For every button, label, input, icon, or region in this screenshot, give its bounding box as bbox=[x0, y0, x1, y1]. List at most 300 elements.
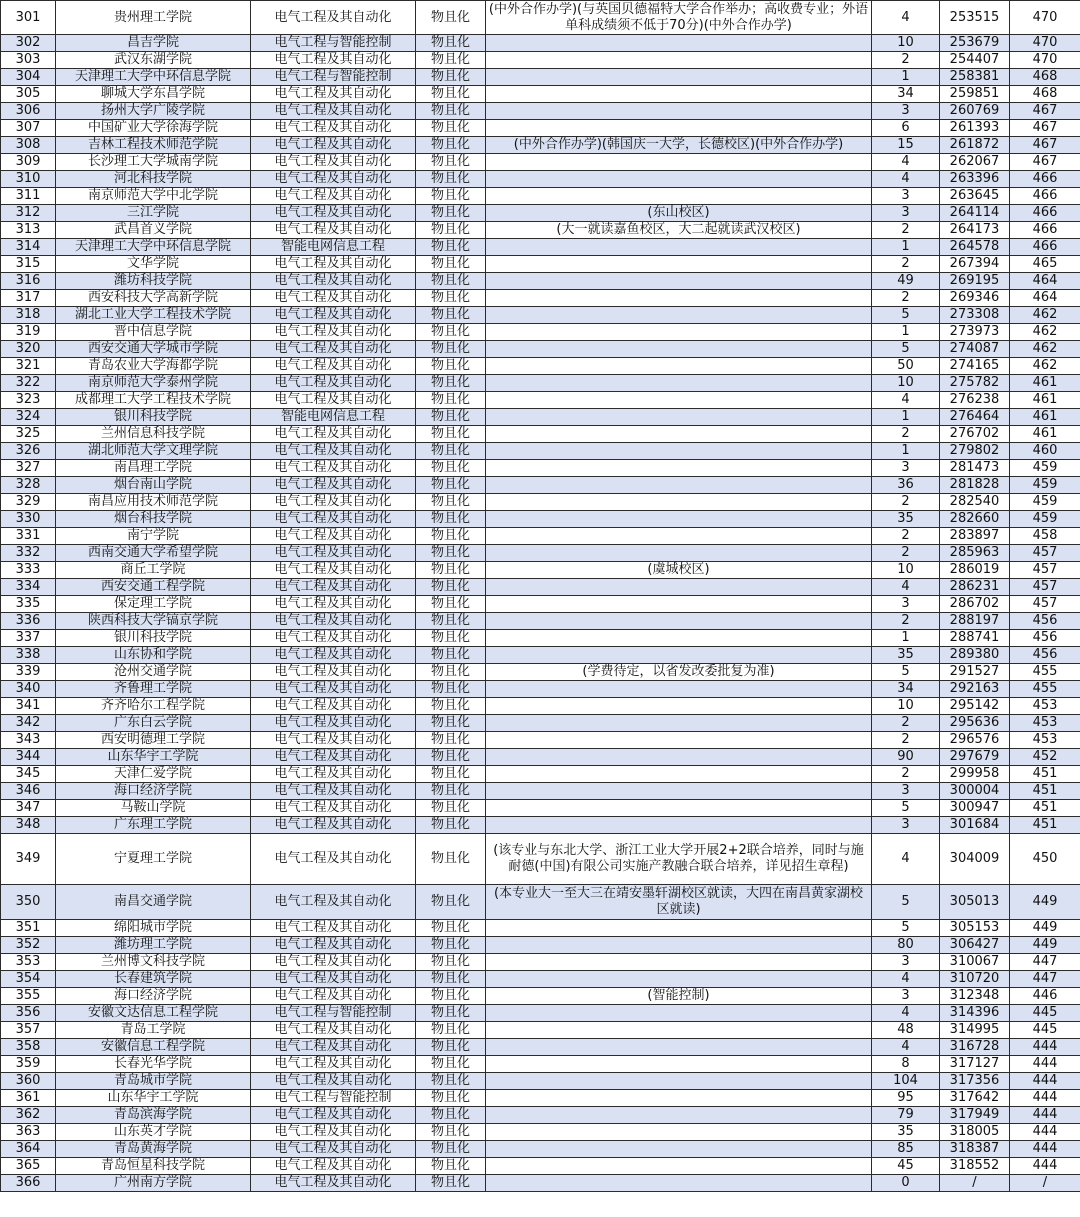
min-rank-cell: 317949 bbox=[940, 1107, 1010, 1124]
table-row bbox=[1, 1056, 1080, 1073]
subject-requirement-cell: 物且化 bbox=[416, 562, 486, 579]
table-row bbox=[1, 834, 1080, 885]
school-cell: 吉林工程技术师范学院 bbox=[56, 137, 251, 154]
school-cell: 兰州博文科技学院 bbox=[56, 954, 251, 971]
row-number-cell: 304 bbox=[1, 69, 56, 86]
plan-count-cell: 2 bbox=[872, 732, 940, 749]
remark-cell bbox=[486, 613, 872, 630]
subject-requirement-cell: 物且化 bbox=[416, 69, 486, 86]
row-number-cell: 316 bbox=[1, 273, 56, 290]
min-rank-cell: 286019 bbox=[940, 562, 1010, 579]
subject-requirement-cell: 物且化 bbox=[416, 1073, 486, 1090]
remark-cell bbox=[486, 239, 872, 256]
min-score-cell: / bbox=[1010, 1175, 1080, 1192]
remark-cell bbox=[486, 409, 872, 426]
plan-count-cell: 15 bbox=[872, 137, 940, 154]
subject-requirement-cell: 物且化 bbox=[416, 460, 486, 477]
min-score-cell: 470 bbox=[1010, 52, 1080, 69]
major-cell: 智能电网信息工程 bbox=[251, 409, 416, 426]
min-rank-cell: 258381 bbox=[940, 69, 1010, 86]
subject-requirement-cell: 物且化 bbox=[416, 971, 486, 988]
min-rank-cell: 273973 bbox=[940, 324, 1010, 341]
table-row bbox=[1, 324, 1080, 341]
plan-count-cell: 1 bbox=[872, 443, 940, 460]
min-score-cell: 465 bbox=[1010, 256, 1080, 273]
min-score-cell: 466 bbox=[1010, 171, 1080, 188]
table-row bbox=[1, 1175, 1080, 1192]
plan-count-cell: 5 bbox=[872, 920, 940, 937]
min-rank-cell: 299958 bbox=[940, 766, 1010, 783]
major-cell: 电气工程及其自动化 bbox=[251, 664, 416, 681]
remark-cell bbox=[486, 103, 872, 120]
major-cell: 电气工程及其自动化 bbox=[251, 1039, 416, 1056]
row-number-cell: 351 bbox=[1, 920, 56, 937]
school-cell: 商丘工学院 bbox=[56, 562, 251, 579]
major-cell: 电气工程及其自动化 bbox=[251, 154, 416, 171]
school-cell: 南京师范大学中北学院 bbox=[56, 188, 251, 205]
subject-requirement-cell: 物且化 bbox=[416, 596, 486, 613]
table-row bbox=[1, 766, 1080, 783]
plan-count-cell: 5 bbox=[872, 341, 940, 358]
table-row bbox=[1, 681, 1080, 698]
table-row bbox=[1, 579, 1080, 596]
major-cell: 电气工程及其自动化 bbox=[251, 1158, 416, 1175]
min-rank-cell: 286231 bbox=[940, 579, 1010, 596]
major-cell: 电气工程及其自动化 bbox=[251, 1124, 416, 1141]
subject-requirement-cell: 物且化 bbox=[416, 494, 486, 511]
major-cell: 电气工程及其自动化 bbox=[251, 137, 416, 154]
plan-count-cell: 48 bbox=[872, 1022, 940, 1039]
min-score-cell: 459 bbox=[1010, 494, 1080, 511]
subject-requirement-cell: 物且化 bbox=[416, 988, 486, 1005]
min-score-cell: 460 bbox=[1010, 443, 1080, 460]
plan-count-cell: 4 bbox=[872, 1039, 940, 1056]
min-rank-cell: 273308 bbox=[940, 307, 1010, 324]
remark-cell bbox=[486, 1124, 872, 1141]
min-rank-cell: 276238 bbox=[940, 392, 1010, 409]
subject-requirement-cell: 物且化 bbox=[416, 613, 486, 630]
school-cell: 海口经济学院 bbox=[56, 988, 251, 1005]
plan-count-cell: 10 bbox=[872, 35, 940, 52]
major-cell: 电气工程及其自动化 bbox=[251, 545, 416, 562]
major-cell: 电气工程及其自动化 bbox=[251, 920, 416, 937]
major-cell: 电气工程及其自动化 bbox=[251, 188, 416, 205]
remark-cell bbox=[486, 188, 872, 205]
row-number-cell: 354 bbox=[1, 971, 56, 988]
subject-requirement-cell: 物且化 bbox=[416, 256, 486, 273]
major-cell: 电气工程及其自动化 bbox=[251, 885, 416, 920]
table-row bbox=[1, 460, 1080, 477]
subject-requirement-cell: 物且化 bbox=[416, 188, 486, 205]
plan-count-cell: 4 bbox=[872, 579, 940, 596]
min-score-cell: 444 bbox=[1010, 1056, 1080, 1073]
min-score-cell: 466 bbox=[1010, 239, 1080, 256]
major-cell: 电气工程与智能控制 bbox=[251, 69, 416, 86]
min-rank-cell: 269346 bbox=[940, 290, 1010, 307]
major-cell: 电气工程及其自动化 bbox=[251, 1056, 416, 1073]
subject-requirement-cell: 物且化 bbox=[416, 545, 486, 562]
plan-count-cell: 80 bbox=[872, 937, 940, 954]
school-cell: 马鞍山学院 bbox=[56, 800, 251, 817]
min-score-cell: 466 bbox=[1010, 205, 1080, 222]
row-number-cell: 310 bbox=[1, 171, 56, 188]
plan-count-cell: 35 bbox=[872, 1124, 940, 1141]
table-row bbox=[1, 562, 1080, 579]
table-row bbox=[1, 341, 1080, 358]
school-cell: 武汉东湖学院 bbox=[56, 52, 251, 69]
major-cell: 电气工程及其自动化 bbox=[251, 443, 416, 460]
remark-cell bbox=[486, 120, 872, 137]
major-cell: 电气工程及其自动化 bbox=[251, 290, 416, 307]
min-rank-cell: 276464 bbox=[940, 409, 1010, 426]
plan-count-cell: 4 bbox=[872, 171, 940, 188]
school-cell: 文华学院 bbox=[56, 256, 251, 273]
major-cell: 电气工程及其自动化 bbox=[251, 205, 416, 222]
school-cell: 南京师范大学泰州学院 bbox=[56, 375, 251, 392]
row-number-cell: 312 bbox=[1, 205, 56, 222]
table-row bbox=[1, 52, 1080, 69]
row-number-cell: 307 bbox=[1, 120, 56, 137]
row-number-cell: 360 bbox=[1, 1073, 56, 1090]
major-cell: 电气工程及其自动化 bbox=[251, 630, 416, 647]
remark-cell bbox=[486, 460, 872, 477]
school-cell: 昌吉学院 bbox=[56, 35, 251, 52]
subject-requirement-cell: 物且化 bbox=[416, 120, 486, 137]
table-row bbox=[1, 154, 1080, 171]
min-score-cell: 468 bbox=[1010, 69, 1080, 86]
min-rank-cell: 300947 bbox=[940, 800, 1010, 817]
min-rank-cell: 318552 bbox=[940, 1158, 1010, 1175]
major-cell: 电气工程及其自动化 bbox=[251, 749, 416, 766]
plan-count-cell: 2 bbox=[872, 715, 940, 732]
school-cell: 西安科技大学高新学院 bbox=[56, 290, 251, 307]
subject-requirement-cell: 物且化 bbox=[416, 154, 486, 171]
school-cell: 青岛滨海学院 bbox=[56, 1107, 251, 1124]
school-cell: 山东英才学院 bbox=[56, 1124, 251, 1141]
school-cell: 安徽文达信息工程学院 bbox=[56, 1005, 251, 1022]
table-row bbox=[1, 103, 1080, 120]
plan-count-cell: 3 bbox=[872, 783, 940, 800]
school-cell: 湖北工业大学工程技术学院 bbox=[56, 307, 251, 324]
table-row bbox=[1, 885, 1080, 920]
major-cell: 电气工程及其自动化 bbox=[251, 528, 416, 545]
row-number-cell: 325 bbox=[1, 426, 56, 443]
major-cell: 电气工程及其自动化 bbox=[251, 1107, 416, 1124]
min-rank-cell: 283897 bbox=[940, 528, 1010, 545]
plan-count-cell: 95 bbox=[872, 1090, 940, 1107]
min-rank-cell: 281828 bbox=[940, 477, 1010, 494]
min-rank-cell: 276702 bbox=[940, 426, 1010, 443]
min-score-cell: 459 bbox=[1010, 511, 1080, 528]
remark-cell bbox=[486, 1107, 872, 1124]
subject-requirement-cell: 物且化 bbox=[416, 1175, 486, 1192]
row-number-cell: 343 bbox=[1, 732, 56, 749]
min-rank-cell: 282660 bbox=[940, 511, 1010, 528]
remark-cell bbox=[486, 545, 872, 562]
min-score-cell: 451 bbox=[1010, 783, 1080, 800]
remark-cell bbox=[486, 749, 872, 766]
plan-count-cell: 3 bbox=[872, 954, 940, 971]
min-score-cell: 467 bbox=[1010, 120, 1080, 137]
school-cell: 海口经济学院 bbox=[56, 783, 251, 800]
plan-count-cell: 4 bbox=[872, 1, 940, 35]
min-rank-cell: 274165 bbox=[940, 358, 1010, 375]
plan-count-cell: 3 bbox=[872, 988, 940, 1005]
table-row bbox=[1, 409, 1080, 426]
subject-requirement-cell: 物且化 bbox=[416, 409, 486, 426]
plan-count-cell: 2 bbox=[872, 256, 940, 273]
remark-cell bbox=[486, 256, 872, 273]
min-rank-cell: / bbox=[940, 1175, 1010, 1192]
min-rank-cell: 253515 bbox=[940, 1, 1010, 35]
min-rank-cell: 316728 bbox=[940, 1039, 1010, 1056]
min-score-cell: 467 bbox=[1010, 154, 1080, 171]
plan-count-cell: 5 bbox=[872, 307, 940, 324]
row-number-cell: 338 bbox=[1, 647, 56, 664]
remark-cell: (虞城校区) bbox=[486, 562, 872, 579]
subject-requirement-cell: 物且化 bbox=[416, 664, 486, 681]
min-rank-cell: 286702 bbox=[940, 596, 1010, 613]
table-row bbox=[1, 664, 1080, 681]
major-cell: 电气工程及其自动化 bbox=[251, 477, 416, 494]
subject-requirement-cell: 物且化 bbox=[416, 392, 486, 409]
min-rank-cell: 306427 bbox=[940, 937, 1010, 954]
row-number-cell: 364 bbox=[1, 1141, 56, 1158]
min-rank-cell: 261872 bbox=[940, 137, 1010, 154]
subject-requirement-cell: 物且化 bbox=[416, 375, 486, 392]
row-number-cell: 340 bbox=[1, 681, 56, 698]
school-cell: 贵州理工学院 bbox=[56, 1, 251, 35]
school-cell: 烟台科技学院 bbox=[56, 511, 251, 528]
remark-cell bbox=[486, 596, 872, 613]
subject-requirement-cell: 物且化 bbox=[416, 954, 486, 971]
table-row bbox=[1, 273, 1080, 290]
remark-cell bbox=[486, 307, 872, 324]
plan-count-cell: 8 bbox=[872, 1056, 940, 1073]
min-rank-cell: 281473 bbox=[940, 460, 1010, 477]
school-cell: 西安明德理工学院 bbox=[56, 732, 251, 749]
subject-requirement-cell: 物且化 bbox=[416, 732, 486, 749]
table-row bbox=[1, 800, 1080, 817]
plan-count-cell: 1 bbox=[872, 324, 940, 341]
school-cell: 烟台南山学院 bbox=[56, 477, 251, 494]
table-row bbox=[1, 1158, 1080, 1175]
remark-cell bbox=[486, 290, 872, 307]
plan-count-cell: 79 bbox=[872, 1107, 940, 1124]
row-number-cell: 326 bbox=[1, 443, 56, 460]
row-number-cell: 358 bbox=[1, 1039, 56, 1056]
table-row bbox=[1, 1141, 1080, 1158]
min-rank-cell: 317642 bbox=[940, 1090, 1010, 1107]
subject-requirement-cell: 物且化 bbox=[416, 920, 486, 937]
plan-count-cell: 2 bbox=[872, 222, 940, 239]
row-number-cell: 327 bbox=[1, 460, 56, 477]
table-row bbox=[1, 988, 1080, 1005]
row-number-cell: 344 bbox=[1, 749, 56, 766]
school-cell: 长春光华学院 bbox=[56, 1056, 251, 1073]
min-rank-cell: 263645 bbox=[940, 188, 1010, 205]
subject-requirement-cell: 物且化 bbox=[416, 937, 486, 954]
table-row bbox=[1, 698, 1080, 715]
major-cell: 电气工程及其自动化 bbox=[251, 494, 416, 511]
row-number-cell: 305 bbox=[1, 86, 56, 103]
subject-requirement-cell: 物且化 bbox=[416, 817, 486, 834]
remark-cell bbox=[486, 477, 872, 494]
school-cell: 南昌交通学院 bbox=[56, 885, 251, 920]
major-cell: 电气工程及其自动化 bbox=[251, 732, 416, 749]
major-cell: 电气工程及其自动化 bbox=[251, 971, 416, 988]
row-number-cell: 347 bbox=[1, 800, 56, 817]
subject-requirement-cell: 物且化 bbox=[416, 222, 486, 239]
min-score-cell: 458 bbox=[1010, 528, 1080, 545]
subject-requirement-cell: 物且化 bbox=[416, 1124, 486, 1141]
row-number-cell: 323 bbox=[1, 392, 56, 409]
major-cell: 电气工程及其自动化 bbox=[251, 358, 416, 375]
subject-requirement-cell: 物且化 bbox=[416, 1090, 486, 1107]
plan-count-cell: 90 bbox=[872, 749, 940, 766]
major-cell: 电气工程及其自动化 bbox=[251, 120, 416, 137]
remark-cell bbox=[486, 954, 872, 971]
subject-requirement-cell: 物且化 bbox=[416, 783, 486, 800]
school-cell: 西安交通大学城市学院 bbox=[56, 341, 251, 358]
row-number-cell: 317 bbox=[1, 290, 56, 307]
plan-count-cell: 5 bbox=[872, 800, 940, 817]
min-score-cell: 457 bbox=[1010, 579, 1080, 596]
plan-count-cell: 36 bbox=[872, 477, 940, 494]
remark-cell bbox=[486, 1090, 872, 1107]
min-rank-cell: 297679 bbox=[940, 749, 1010, 766]
min-score-cell: 446 bbox=[1010, 988, 1080, 1005]
school-cell: 银川科技学院 bbox=[56, 409, 251, 426]
major-cell: 电气工程及其自动化 bbox=[251, 954, 416, 971]
min-score-cell: 451 bbox=[1010, 817, 1080, 834]
remark-cell: (学费待定，以省发改委批复为准) bbox=[486, 664, 872, 681]
table-row bbox=[1, 1, 1080, 35]
remark-cell bbox=[486, 375, 872, 392]
school-cell: 天津理工大学中环信息学院 bbox=[56, 69, 251, 86]
major-cell: 电气工程及其自动化 bbox=[251, 579, 416, 596]
min-rank-cell: 310720 bbox=[940, 971, 1010, 988]
row-number-cell: 314 bbox=[1, 239, 56, 256]
row-number-cell: 337 bbox=[1, 630, 56, 647]
major-cell: 电气工程及其自动化 bbox=[251, 392, 416, 409]
table-row bbox=[1, 188, 1080, 205]
row-number-cell: 355 bbox=[1, 988, 56, 1005]
row-number-cell: 353 bbox=[1, 954, 56, 971]
major-cell: 电气工程及其自动化 bbox=[251, 256, 416, 273]
major-cell: 智能电网信息工程 bbox=[251, 239, 416, 256]
school-cell: 长春建筑学院 bbox=[56, 971, 251, 988]
remark-cell bbox=[486, 937, 872, 954]
min-score-cell: 450 bbox=[1010, 834, 1080, 885]
remark-cell bbox=[486, 1056, 872, 1073]
min-score-cell: 451 bbox=[1010, 800, 1080, 817]
row-number-cell: 309 bbox=[1, 154, 56, 171]
major-cell: 电气工程及其自动化 bbox=[251, 698, 416, 715]
major-cell: 电气工程及其自动化 bbox=[251, 1022, 416, 1039]
min-rank-cell: 312348 bbox=[940, 988, 1010, 1005]
row-number-cell: 356 bbox=[1, 1005, 56, 1022]
plan-count-cell: 3 bbox=[872, 205, 940, 222]
table-row bbox=[1, 545, 1080, 562]
min-rank-cell: 260769 bbox=[940, 103, 1010, 120]
min-rank-cell: 279802 bbox=[940, 443, 1010, 460]
min-rank-cell: 296576 bbox=[940, 732, 1010, 749]
subject-requirement-cell: 物且化 bbox=[416, 681, 486, 698]
plan-count-cell: 35 bbox=[872, 511, 940, 528]
table-row bbox=[1, 443, 1080, 460]
major-cell: 电气工程及其自动化 bbox=[251, 375, 416, 392]
school-cell: 宁夏理工学院 bbox=[56, 834, 251, 885]
row-number-cell: 350 bbox=[1, 885, 56, 920]
min-score-cell: 455 bbox=[1010, 664, 1080, 681]
min-score-cell: 467 bbox=[1010, 137, 1080, 154]
subject-requirement-cell: 物且化 bbox=[416, 171, 486, 188]
min-rank-cell: 264578 bbox=[940, 239, 1010, 256]
plan-count-cell: 2 bbox=[872, 52, 940, 69]
remark-cell bbox=[486, 1141, 872, 1158]
min-score-cell: 447 bbox=[1010, 954, 1080, 971]
remark-cell bbox=[486, 443, 872, 460]
min-rank-cell: 317356 bbox=[940, 1073, 1010, 1090]
major-cell: 电气工程及其自动化 bbox=[251, 324, 416, 341]
school-cell: 山东华宇工学院 bbox=[56, 1090, 251, 1107]
min-score-cell: 457 bbox=[1010, 562, 1080, 579]
table-row bbox=[1, 358, 1080, 375]
min-rank-cell: 304009 bbox=[940, 834, 1010, 885]
table-row bbox=[1, 222, 1080, 239]
row-number-cell: 345 bbox=[1, 766, 56, 783]
table-row bbox=[1, 817, 1080, 834]
school-cell: 成都理工大学工程技术学院 bbox=[56, 392, 251, 409]
min-rank-cell: 267394 bbox=[940, 256, 1010, 273]
min-score-cell: 470 bbox=[1010, 1, 1080, 35]
school-cell: 银川科技学院 bbox=[56, 630, 251, 647]
major-cell: 电气工程与智能控制 bbox=[251, 1090, 416, 1107]
row-number-cell: 332 bbox=[1, 545, 56, 562]
school-cell: 扬州大学广陵学院 bbox=[56, 103, 251, 120]
table-row bbox=[1, 1005, 1080, 1022]
plan-count-cell: 49 bbox=[872, 273, 940, 290]
row-number-cell: 315 bbox=[1, 256, 56, 273]
min-rank-cell: 288741 bbox=[940, 630, 1010, 647]
row-number-cell: 328 bbox=[1, 477, 56, 494]
subject-requirement-cell: 物且化 bbox=[416, 800, 486, 817]
major-cell: 电气工程及其自动化 bbox=[251, 52, 416, 69]
min-score-cell: 444 bbox=[1010, 1090, 1080, 1107]
row-number-cell: 301 bbox=[1, 1, 56, 35]
min-rank-cell: 262067 bbox=[940, 154, 1010, 171]
plan-count-cell: 2 bbox=[872, 426, 940, 443]
min-score-cell: 449 bbox=[1010, 885, 1080, 920]
school-cell: 青岛农业大学海都学院 bbox=[56, 358, 251, 375]
major-cell: 电气工程及其自动化 bbox=[251, 988, 416, 1005]
remark-cell bbox=[486, 1175, 872, 1192]
min-rank-cell: 289380 bbox=[940, 647, 1010, 664]
subject-requirement-cell: 物且化 bbox=[416, 324, 486, 341]
school-cell: 绵阳城市学院 bbox=[56, 920, 251, 937]
table-row bbox=[1, 256, 1080, 273]
subject-requirement-cell: 物且化 bbox=[416, 1158, 486, 1175]
min-score-cell: 444 bbox=[1010, 1073, 1080, 1090]
subject-requirement-cell: 物且化 bbox=[416, 1005, 486, 1022]
row-number-cell: 319 bbox=[1, 324, 56, 341]
subject-requirement-cell: 物且化 bbox=[416, 1141, 486, 1158]
row-number-cell: 349 bbox=[1, 834, 56, 885]
row-number-cell: 313 bbox=[1, 222, 56, 239]
subject-requirement-cell: 物且化 bbox=[416, 511, 486, 528]
major-cell: 电气工程及其自动化 bbox=[251, 171, 416, 188]
